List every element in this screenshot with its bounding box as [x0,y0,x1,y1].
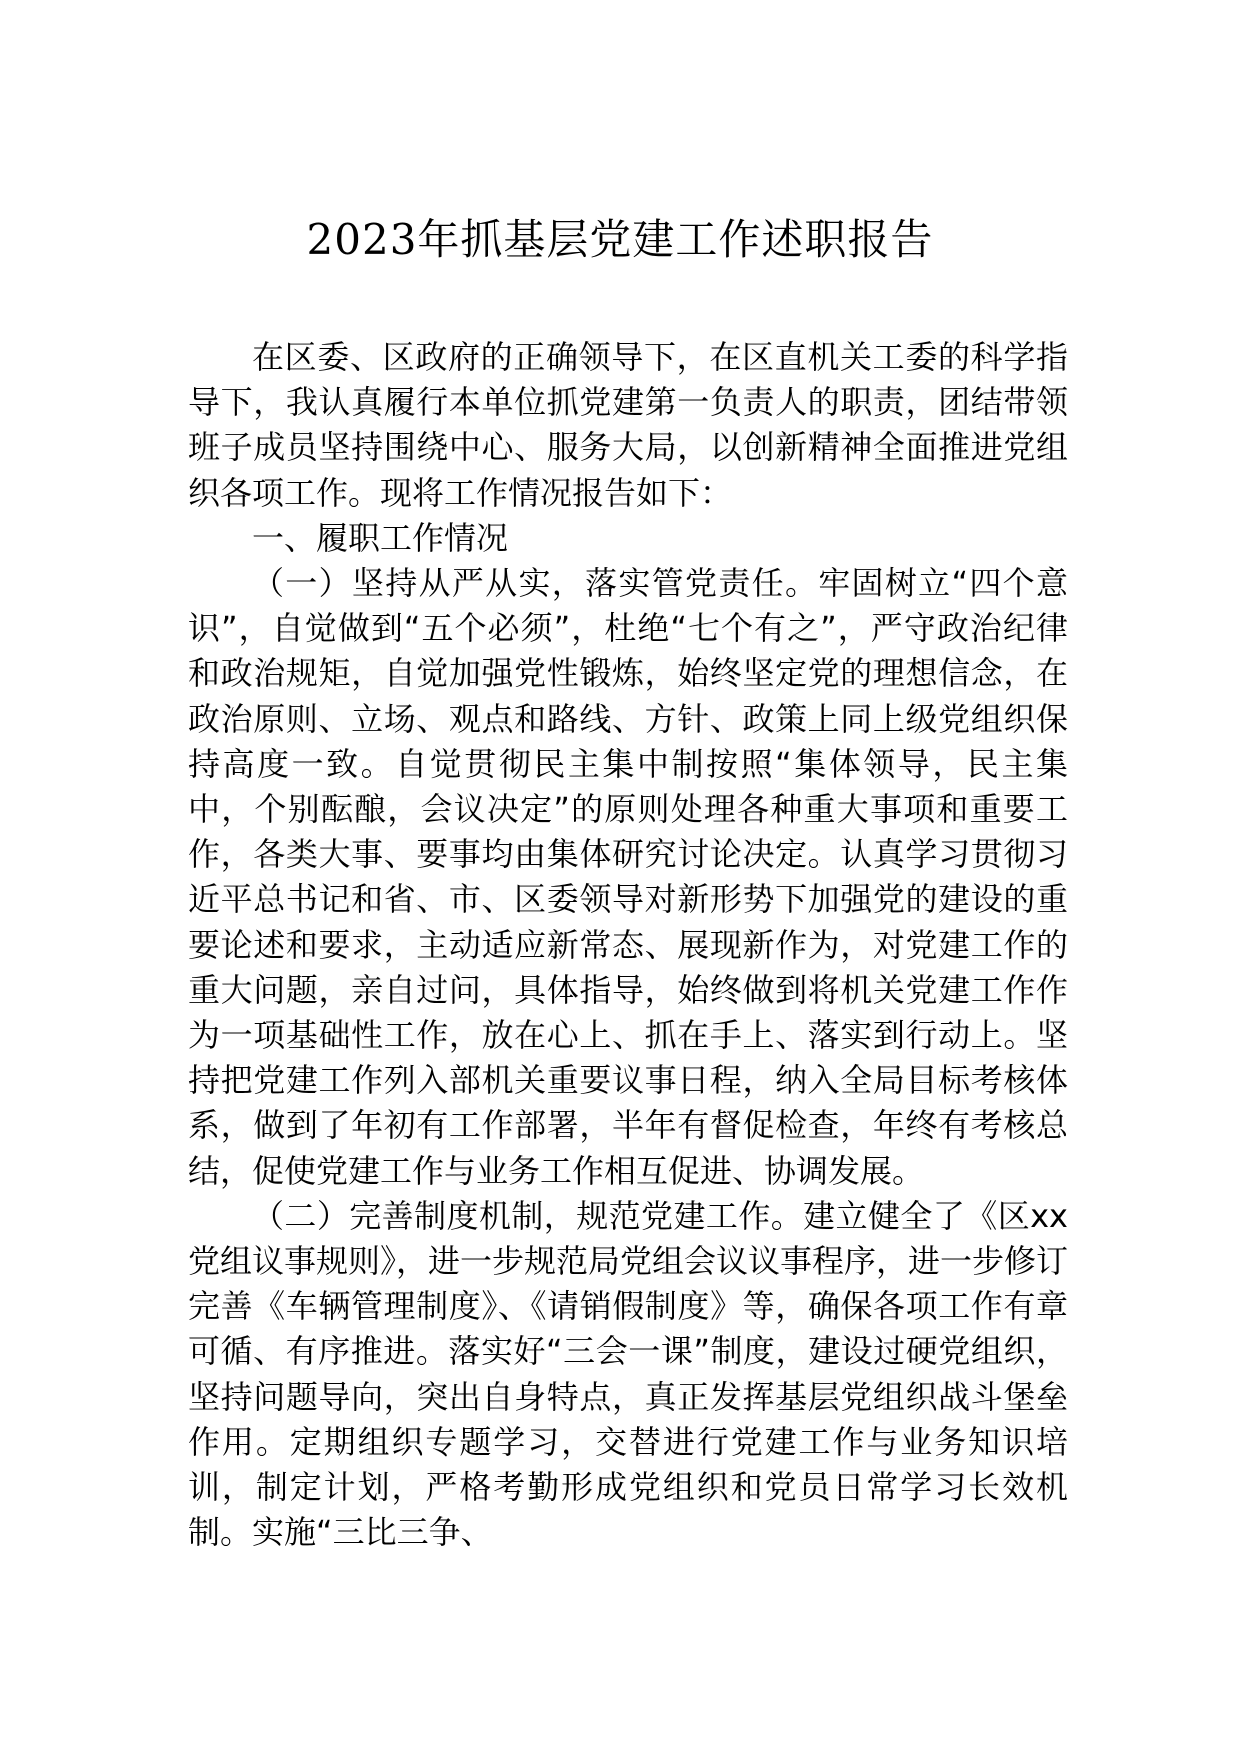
body-paragraph: （二）完善制度机制，规范党建工作。建立健全了《区xx党组议事规则》，进一步规范局党组会议议事程序，进一步修订完善《车辆管理制度》、《请销假制度》等，确保各项工作有章可循、有序推进。落实好“三会一课”制度，建设过硬党组织，坚持问题导向，突出自身特点，真正发挥基层党组织战斗堡垒作用。定期组织专题学习，交替进行党建工作与业务知识培训，制定计划，严格考勤形成党组织和党员日常学习长效机制。实施“三比三争、 [188,1196,1069,1552]
body-paragraph: （一）坚持从严从实，落实管党责任。牢固树立“四个意识”，自觉做到“五个必须”，杜绝“七个有之”，严守政治纪律和政治规矩，自觉加强党性锻炼，始终坚定党的理想信念，在政治原则、立场、观点和路线、方针、政策上同上级党组织保持高度一致。自觉贯彻民主集中制按照“集体领导，民主集中，个别酝酿，会议决定”的原则处理各种重大事项和重要工作，各类大事、要事均由集体研究讨论决定。认真学习贯彻习近平总书记和省、市、区委领导对新形势下加强党的建设的重要论述和要求，主动适应新常态、展现新作为，对党建工作的重大问题，亲自过问，具体指导，始终做到将机关党建工作作为一项基础性工作，放在心上、抓在手上、落实到行动上。坚持把党建工作列入部机关重要议事日程，纳入全局目标考核体系，做到了年初有工作部署，半年有督促检查，年终有考核总结，促使党建工作与业务工作相互促进、协调发展。 [188,564,1068,1190]
intro-paragraph: 在区委、区政府的正确领导下，在区直机关工委的科学指导下，我认真履行本单位抓党建第一负责人的职责，团结带领班子成员坚持围绕中心、服务大局，以创新精神全面推进党组织各项工作。现将工作情况报告如下： [188,338,1068,512]
document-body [188,335,1068,1555]
section-heading: 一、履职工作情况 [252,518,509,557]
document-title: 2023年抓基层党建工作述职报告 [306,215,934,264]
